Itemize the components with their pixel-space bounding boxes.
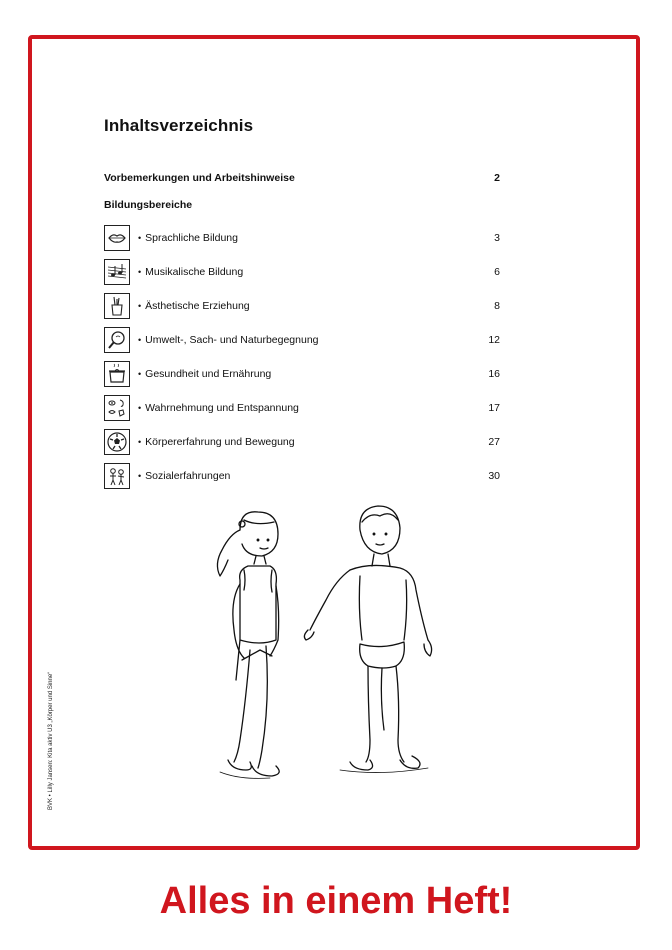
bullet: • [138, 301, 142, 311]
toc-intro-page: 2 [494, 172, 500, 184]
toc-item-page: 27 [488, 436, 500, 448]
toc-item-page: 12 [488, 334, 500, 346]
toc-list [104, 224, 500, 496]
toc-item [104, 428, 500, 456]
toc-item-label: Sozialerfahrungen [145, 470, 231, 482]
bullet: • [138, 437, 142, 447]
section-heading: Bildungsbereiche [104, 199, 193, 211]
bullet: • [138, 471, 142, 481]
toc-item [104, 360, 500, 388]
toc-item-page: 6 [494, 266, 500, 278]
music-notes-icon [104, 259, 130, 285]
banner-headline: Alles in einem Heft! [159, 880, 513, 922]
toc-item-page: 17 [488, 402, 500, 414]
toc-item-label: Wahrnehmung und Entspannung [145, 402, 299, 414]
toc-item [104, 394, 500, 422]
toc-item [104, 326, 500, 354]
side-credit: BVK • Lilly Jansen: Kita aktiv U3 „Körper und Sinne“ [48, 671, 54, 810]
toc-item-label: Umwelt-, Sach- und Naturbegegnung [145, 334, 319, 346]
toc-item-page: 16 [488, 368, 500, 380]
toc-item-page: 30 [488, 470, 500, 482]
toc-intro-label: Vorbemerkungen und Arbeitshinweise [104, 172, 295, 184]
bullet: • [138, 403, 142, 413]
brush-cup-icon [104, 293, 130, 319]
toc-item [104, 224, 500, 252]
bullet: • [138, 267, 142, 277]
cooking-pot-icon [104, 361, 130, 387]
bullet: • [138, 335, 142, 345]
page-title: Inhaltsverzeichnis [104, 116, 254, 135]
toc-item [104, 258, 500, 286]
senses-icon [104, 395, 130, 421]
toc-item [104, 292, 500, 320]
toc-item [104, 462, 500, 490]
football-icon [104, 429, 130, 455]
toc-item-label: Musikalische Bildung [145, 266, 244, 278]
bullet: • [138, 369, 142, 379]
toc-item-label: Körpererfahrung und Bewegung [145, 436, 295, 448]
bullet: • [138, 233, 142, 243]
toc-item-label: Sprachliche Bildung [145, 232, 238, 244]
toc-intro-row [104, 172, 500, 184]
toc-item-page: 3 [494, 232, 500, 244]
lips-icon [104, 225, 130, 251]
toc-item-page: 8 [494, 300, 500, 312]
children-illustration [200, 500, 460, 800]
children-icon [104, 463, 130, 489]
magnifier-icon [104, 327, 130, 353]
toc-item-label: Gesundheit und Ernährung [145, 368, 272, 380]
toc-item-label: Ästhetische Erziehung [145, 300, 250, 312]
